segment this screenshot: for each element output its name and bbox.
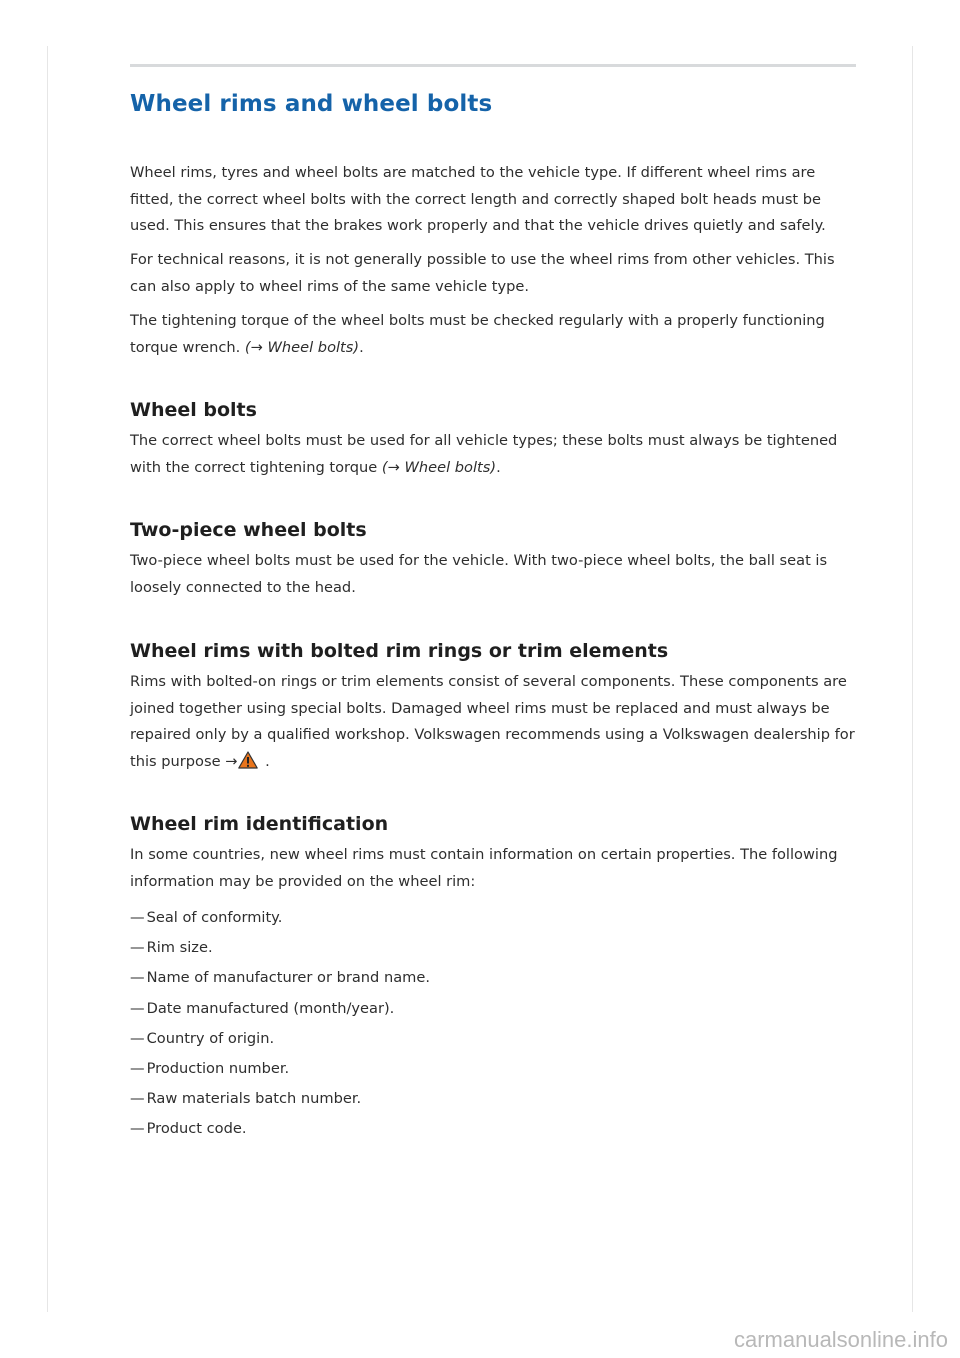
- left-margin-line: [47, 46, 48, 1312]
- list-item: [130, 1084, 430, 1114]
- rim-rings-end: .: [260, 752, 270, 770]
- rim-rings-text: Rims with bolted-on rings or trim elements consist of several components. These components are joined together using special bolts. Damaged wheel rims must be replaced and must always be repaired only by a qualified workshop. Volkswagen recommends using a Volkswagen dealership for this purpose: [130, 673, 855, 770]
- two-piece-paragraph: Two-piece wheel bolts must be used for the vehicle. With two-piece wheel bolts, the ball seat is loosely connected to the head.: [130, 552, 828, 596]
- top-divider: [130, 64, 856, 67]
- rim-rings-paragraph: [130, 669, 856, 775]
- list-item-text: Product code.: [146, 1120, 247, 1138]
- list-item-text: Date manufactured (month/year).: [146, 999, 395, 1017]
- intro-paragraph-3-text: The tightening torque of the wheel bolts must be checked regularly with a properly functioning torque wrench.: [130, 312, 825, 356]
- dash-bullet: —: [130, 1090, 145, 1108]
- right-margin-line: [912, 46, 913, 1312]
- heading-wheel-rim-identification: Wheel rim identification: [130, 813, 389, 835]
- warning-triangle-icon[interactable]: [238, 751, 258, 769]
- page-title: Wheel rims and wheel bolts: [130, 91, 493, 117]
- dash-bullet: —: [130, 1060, 145, 1078]
- dash-bullet: —: [130, 1120, 145, 1138]
- list-item-text: Country of origin.: [146, 1029, 275, 1047]
- list-item: [130, 994, 430, 1024]
- rim-id-paragraph: In some countries, new wheel rims must contain information on certain properties. The following information may be provided on the wheel rim:: [130, 846, 838, 890]
- list-item-text: Production number.: [146, 1060, 290, 1078]
- dash-bullet: —: [130, 909, 145, 926]
- heading-rim-rings: Wheel rims with bolted rim rings or trim elements: [130, 640, 669, 662]
- list-item-text: Raw materials batch number.: [146, 1090, 362, 1108]
- list-item: [130, 1054, 430, 1084]
- list-item-text: Rim size.: [146, 939, 213, 957]
- intro-paragraph-3-end: .: [359, 338, 364, 356]
- intro-paragraph-1: Wheel rims, tyres and wheel bolts are matched to the vehicle type. If different wheel rims are fitted, the correct wheel bolts with the correct length and correctly shaped bolt heads must be used. This ensures that the brakes work properly and that the vehicle drives quietly and safely.: [130, 164, 826, 234]
- watermark: carmanualsonline.info: [733, 1327, 948, 1352]
- heading-wheel-bolts: Wheel bolts: [130, 399, 257, 421]
- heading-two-piece-wheel-bolts: Two-piece wheel bolts: [130, 519, 367, 541]
- intro-paragraph-2: For technical reasons, it is not generally possible to use the wheel rims from other vehicles. This can also apply to wheel rims of the same vehicle type.: [130, 251, 835, 295]
- list-item-text: Name of manufacturer or brand name.: [146, 969, 430, 987]
- intro-paragraph-3: [130, 308, 856, 361]
- arrow-icon: →: [225, 752, 238, 770]
- list-item-text: Seal of conformity.: [146, 909, 283, 926]
- dash-bullet: —: [130, 999, 145, 1017]
- list-item: [130, 1114, 430, 1144]
- wheel-bolts-end: .: [496, 458, 501, 476]
- wheel-bolts-paragraph: [130, 428, 856, 481]
- wheel-bolts-text: The correct wheel bolts must be used for all vehicle types; these bolts must always be tightened with the correct tightening torque: [130, 432, 838, 476]
- dash-bullet: —: [130, 969, 145, 987]
- list-item: [130, 903, 430, 933]
- dash-bullet: —: [130, 1029, 145, 1047]
- list-item: [130, 933, 430, 963]
- dash-bullet: —: [130, 939, 145, 957]
- list-item: [130, 963, 430, 993]
- wheel-bolts-link[interactable]: (→ Wheel bolts): [244, 338, 360, 356]
- list-item: [130, 1024, 430, 1054]
- rim-info-list: [130, 903, 430, 1145]
- wheel-bolts-link-2[interactable]: (→ Wheel bolts): [381, 458, 497, 476]
